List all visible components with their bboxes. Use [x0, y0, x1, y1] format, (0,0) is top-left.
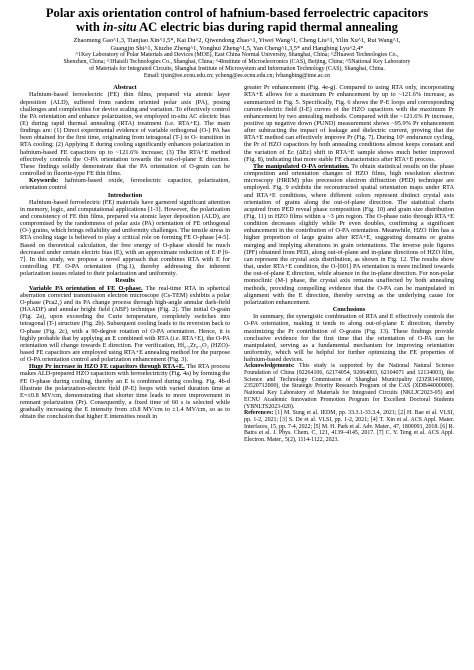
acknowledgements-text: This study is supported by the National Natural Science Foundation of China (92264106, 62174054, 92064003, 62104071 and 12134003), the Science and Technology Commission of Shanghai Municipality (23ZR1418000, 23520712000), the Strategic Priority Research Program of the CAS (XDB44000000). National Key Laboratory of Materials for Integrated Circuits (NKLJC2023-05) and ECNU Academic Innovation Promotion Program for Excellent Doctoral Students (YBNLTS2023-020). [244, 363, 454, 410]
title-line-2c: AC electric bias during rapid thermal annealing [136, 20, 398, 34]
title-line-2a: with [76, 20, 103, 34]
keywords [20, 177, 230, 191]
left-column [20, 84, 230, 444]
results-continued: greater Pr enhancement (Fig. 4e-g). Compared to using RTA only, incorporating RTA+E allows for a maximum Pr enhancement by up to ~121.6% increase, as summarized in Fig. 5. Specifically, Fig. 6 shows the P-E loops and corresponding current-electric field (I-E) curves of the HZO capacitors with the maximum Pr enhancement by two annealing methods. Compared with the ~121.6% Pr increase, positive up negative down (PUND) measurement shows ~95.9% Pr enhancement after subtracting the impact of leakage and dielectric current, proving that the RTA+E method can effectively improve Pr (Fig. 7). During 10⁶ endurance cycling, the Pr of HZO capacitors by both annealing conditions almost keeps constant and the variation of Ec (ΔEc) shift in RTA+E sample shows much better improved (Fig. 8), indicating that more stable FE characteristics after RTA+E process. [244, 84, 454, 163]
author-line-2: Guangjin Shi^1, Xiuzhe Zheng^1, Yonghui Zheng^1,5, Yan Cheng^1,3,5* and Hangbing Lyu^2,4* [110, 44, 364, 52]
results-manipulated-orientation [244, 163, 454, 306]
paper-title [20, 6, 454, 34]
subsection-text: To obtain statistical results on the phase composition and orientation changes of HZO films, high resolution electron microscopy (HREM) plus precession electron diffraction (PED) technique are employed. Fig. 9 exhibits the reconstructed spatial orientation maps under RTA and RTA+E conditions, where different colors represent distinct crystal axis orientation of grains along the out-of-plane direction. The statistical charts acquired from PED reveal phase composition (Fig. 10) and grain size distribution (Fig. 11) in HZO films within a ~3 μm region. The O-phase ratio through RTA+E condition decreases slightly while Pr even doubles, confirming a significant enhancement in the contribution of O-PA orientation. Meanwhile, HZO film has a higher proportion of large grains after RTA+E, suggesting domains or grains merging and implying alterations in grain orientations. The inverse pole figures (IPF) obtained from PED, along out-of-plane and in-plane directions of HZO film, can represent the crystal axis distribution, as shown in Fig. 12. The results show that, under RTA+E condition, the O-[001] PA orientation is more inclined towards the out-of-plane E direction, while absence in the in-plane direction. For non-polar monoclinic (M-) phase, the crystal axis remains unaffected by both annealing methods, providing compelling evidence that the O-PA can be manipulated in alignment with the E direction, thereby serving as the underlying cause for polarization enhancement. [244, 162, 455, 306]
references-text: [1] M. Sung et al. IEDM, pp. 33.3.1-33.3.4, 2021; [2] H. Bae et al. VLSI, pp. 1-2, 2021; [3] S. De et al. VLSI, pp. 1-2, 2021; [4] T. Xin et al. ACS Appl. Mater. Interfaces, 15, pp. 7-4, 2022; [5] M. H. Park et al. Adv. Mater., 47, 1800091, 2018. [6] R. Batra et al. J. Phys. Chem. C, 121, 4139–4145, 2017. [7] C. Y. Teng et al. ACS Appl. Electron. Mater., 5(2), 1114-1122, 2023. [244, 410, 454, 444]
subsection-text: The real-time RTA in spherical aberration corrected transmission electron microscope (Cs-TEM) exhibits a polar O-phase (Pca2₁) and its PA change process through high-angle annular dark-field (HAADF) and annular bright field (ABF) technique (Fig. 2). The initial O-grain (Fig. 2a), upon exceeding the Curie temperature, completely switches into tetragonal (T-) structure (Fig. 2b). Subsequent cooling leads to its reversion back to O-phase (Fig. 2c), with a 90-degree rotation of O-PA orientation. Hence, it is highly probable that by applying an E combined with RTA (i.e. RTA+E), the O-PA orientation will change towards E direction. For verification, Hf₀.₅Zr₀.₅O₂ (HZO)-based FE capacitors are employed using RTA+E annealing method for the purpose of O-PA orientation control and polarization enhancement (Fig. 3). [20, 284, 230, 364]
conclusions-heading: Conclusions [332, 306, 366, 314]
right-column [244, 84, 454, 444]
references-label: References: [244, 410, 274, 417]
results-pr-increase [20, 363, 230, 420]
abstract-text: Hafnium-based ferroelectric (FE) thin films, prepared via atomic layer deposition (ALD), suffered from random oriented polar axis (PA), posing challenges and complexities for device scaling and variation. To effectively control the PA orientation and enhance polarization, we employed in-situ AC electric bias (E) during rapid thermal annealing (RTA) treatment (i.e. RTA+E). The main findings are: (1) Direct experimental evidence of variable orthogonal (O-) PA has been obtained for the first time, originating from tetragonal (T-) to O- transition in RTA cooling; (2) Applying E during cooling significantly enhances polarization in hafnium-based FE capacitors up to ~121.6% increase; (3) The RTA+E method effectively controls the O-PA orientation towards the out-of-plane E direction. These findings solidly demonstrate that the PA orientation of O-grain can be controlled in fluorite-type FE thin films. [20, 91, 230, 178]
introduction-text: Hafnium-based ferroelectric (FE) materials have garnered significant attention in memory, logic, and computational applications [1-3]. However, the polarization and consistency of FE thin films, prepared via atomic layer deposition (ALD), are compromised by the randomness of polar axis (PA) orientation of FE orthogonal (O-) grains, which brings reliability and uniformity challenges. The tensile stress in RTA cooling stage is believed to play a critical role on forming FE O-phase [4-5]. Based on theoretical calculation, the free energy of O-phase should be much decreased under certain electric bias (E), with an approximate reduction of E·P [6-7]. In this study, we propose a novel approach that combines RTA with E for controlling FE O-PA orientation (Fig.1), thereby addressing the inherent polarization issues related to their polarization and uniformity. [20, 198, 230, 278]
subsection-title: Huge Pr increase in HZO FE capacitors through RTA+E. [29, 363, 185, 371]
introduction-heading: Introduction [107, 191, 143, 199]
affiliation-line-1: ^1Key Laboratory of Polar Materials and Devices (MOE), East China Normal University, Shanghai, China; ^2Huawei Technologies Co., [75, 52, 399, 59]
acknowledgements [244, 363, 454, 410]
affiliations [20, 52, 454, 73]
subsection-title: Variable PA orientation of FE O-phase. [29, 284, 143, 292]
subsection-title: The manipulated O-PA orientation. [253, 162, 350, 170]
affiliation-line-3: of Materials for Integrated Circuits, Shanghai Institute of Microsystem and Information Technology (CAS), Shanghai, China. [89, 66, 385, 73]
two-column-body [20, 84, 454, 444]
affiliation-line-2: Shenzhen, China; ^3Haisili Technologies Co., Shanghai, China; ^4Institute of Microelectronics (CAS), Beijing, China; ^5National Key Laboratory [63, 59, 411, 66]
keywords-label: Keywords: [29, 177, 59, 185]
author-line-1: Zhaomeng Gao^1,3, Tianjiao Xin^1,5*, Kai Du^2, Qiwendong Zhao^1, Yiwei Wang^1, Cheng Liu^1, Yilin Xu^1, Rui Wang^1, [73, 37, 401, 44]
abstract-heading: Abstract [113, 84, 137, 92]
results-pa-orientation [20, 285, 230, 364]
title-in-situ: in-situ [103, 20, 137, 34]
references [244, 410, 454, 444]
subsection-text: The RTA process makes ALD-prepared HZO capacitors with ferroelectricity (Fig. 4a) by forming the FE O-phase during cooling, thereby an E is combined during cooling. Fig. 4b-d illustrate the polarization-electric field (P-E) loops with varied duration time at E=±0.8 MV/cm, demonstrating that shorter time leads to more improvement in remnant polarization (Pr). Consequently, a fixed time of 60 s is selected while gradually increasing the E intensity from ±0.8 MV/cm to ±1.4 MV/cm, so as to obtain the conclusion that higher E intensities result in [20, 363, 230, 421]
contact-email: Email: tjxin@ee.ecnu.edu.cn; ycheng@ee.ecnu.edu.cn; lvhangbing@ime.ac.cn [143, 73, 331, 80]
acknowledgements-label: Acknowledgements: [244, 363, 295, 370]
conclusions-text: In summary, the synergistic combination of RTA and E effectively controls the O-PA orientation, making it tends to along out-of-plane E direction, thereby maximizing the Pr contribution of O-grains (Fig. 13). These findings provide conclusive evidence for the first time that the orientation of O-PA can be manipulated, serving as a fundamental mechanism for improving orientation uniformity, which will be helpful for further optimizing the FE properties of hafnium-based devices. [244, 313, 454, 364]
title-line-1: Polar axis orientation control of hafnium-based ferroelectric capacitors [45, 6, 429, 20]
results-heading: Results [115, 277, 135, 285]
keywords-text: hafnium-based oxide, ferroelectric capacitor, polarization, orientation control [20, 177, 230, 192]
authors [20, 37, 454, 52]
